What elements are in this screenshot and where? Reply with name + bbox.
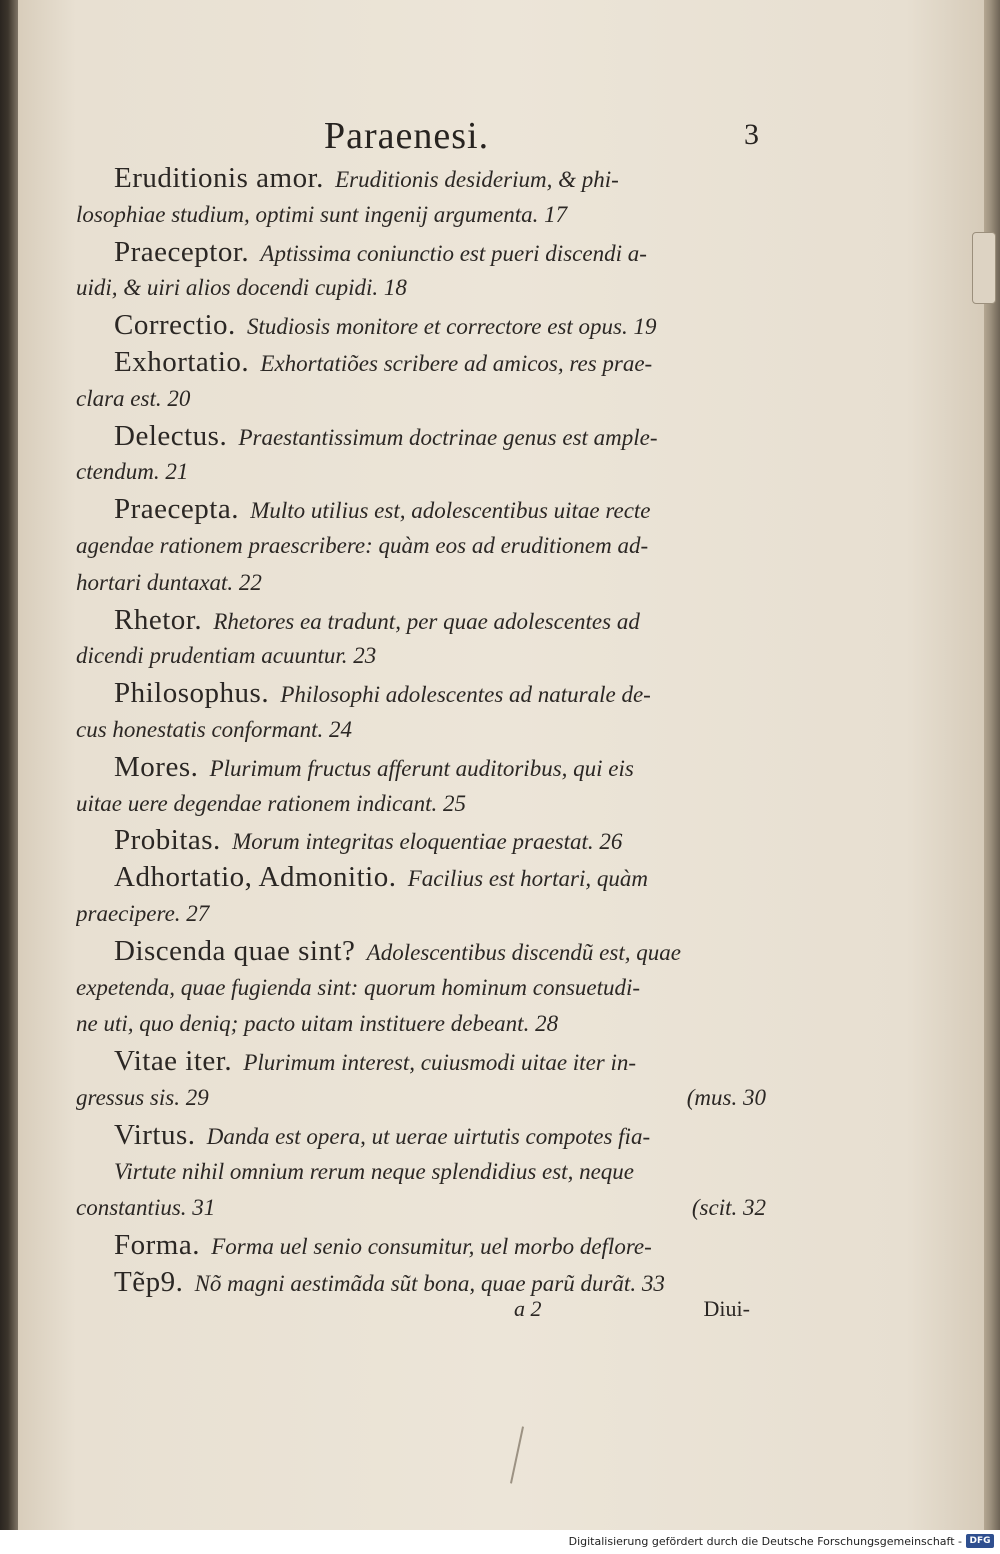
page-number: 3: [744, 118, 759, 151]
lemma-heading: Vitae iter.: [114, 1045, 233, 1078]
page-foot-marks: [510, 1296, 750, 1326]
lemma-heading: Eruditionis amor.: [114, 162, 324, 194]
text-line: [76, 749, 766, 786]
text-line: [76, 786, 766, 823]
lemma-heading: Praeceptor.: [114, 235, 250, 268]
gloss-text: gressus sis. 29: [76, 1084, 209, 1110]
text-line: [76, 1154, 766, 1191]
text-line: [76, 712, 766, 749]
text-line: [76, 1190, 766, 1227]
lemma-heading: Correctio.: [114, 309, 236, 342]
text-line: [76, 565, 766, 602]
page-header: [0, 110, 1000, 160]
text-line: [76, 638, 766, 675]
gloss-text: Studiosis monitore et correctore est opus. 19: [247, 314, 657, 340]
gloss-text: praecipere. 27: [76, 900, 210, 926]
run-over-text: (mus. 30: [686, 1084, 766, 1110]
lemma-heading: Discenda quae sint?: [114, 934, 356, 967]
gloss-text: Danda est opera, ut uerae uirtutis compotes fia-: [206, 1123, 651, 1149]
page-tab-mark: [972, 232, 996, 304]
text-line: [76, 1043, 766, 1080]
gloss-text: Multo utilius est, adolescentibus uitae recte: [250, 498, 651, 524]
gloss-text: Plurimum fructus afferunt auditoribus, qui eis: [209, 755, 634, 781]
gloss-text: agendae rationem praescribere: quàm eos ad eruditionem ad-: [76, 532, 649, 558]
index-text-block: [76, 160, 766, 1301]
gloss-text: Morum integritas eloquentiae praestat. 26: [232, 829, 623, 855]
gloss-text: Exhortatiões scribere ad amicos, res prae-: [260, 350, 653, 376]
text-line: [76, 491, 766, 528]
lemma-heading: Tẽp9.: [114, 1265, 184, 1298]
gloss-text: uitae uere degendae rationem indicant. 25: [76, 790, 467, 816]
text-line: [76, 528, 766, 565]
gloss-text: constantius. 31: [76, 1195, 216, 1221]
gloss-text: Plurimum interest, cuiusmodi uitae iter in-: [243, 1050, 637, 1076]
gloss-text: Rhetores ea tradunt, per quae adolescentes ad: [213, 608, 640, 634]
text-line: [76, 454, 766, 491]
text-line: [76, 1227, 766, 1264]
text-line: [76, 234, 766, 271]
lemma-heading: Rhetor.: [114, 603, 203, 636]
lemma-heading: Adhortatio, Admonitio.: [114, 861, 397, 894]
text-line: [76, 344, 766, 381]
gloss-text: Aptissima coniunctio est pueri discendi a-: [260, 240, 647, 266]
text-line: [76, 1080, 766, 1117]
gloss-text: Eruditionis desiderium, & phi-: [335, 167, 619, 192]
gloss-text: clara est. 20: [76, 385, 191, 411]
gloss-text: Adolescentibus discendũ est, quae: [366, 939, 681, 965]
text-line: [76, 1117, 766, 1154]
text-line: [76, 270, 766, 307]
gloss-text: Facilius est hortari, quàm: [407, 866, 648, 892]
lemma-heading: Philosophus.: [114, 677, 270, 710]
text-line: [76, 381, 766, 418]
dfg-logo: DFG: [966, 1534, 994, 1548]
gloss-text: Forma uel senio consumitur, uel morbo deflore-: [211, 1234, 652, 1260]
lemma-heading: Virtus.: [114, 1118, 196, 1151]
gloss-text: Philosophi adolescentes ad naturale de-: [280, 682, 651, 708]
book-spine-edge: [0, 0, 20, 1530]
gloss-text: cus honestatis conformant. 24: [76, 716, 352, 742]
lemma-heading: Delectus.: [114, 419, 228, 452]
lemma-heading: Exhortatio.: [114, 345, 250, 378]
text-line: [76, 896, 766, 933]
digitization-footer: [0, 1530, 1000, 1554]
signature-mark: a 2: [514, 1296, 542, 1321]
gloss-text: ctendum. 21: [76, 459, 189, 485]
text-line: [76, 822, 766, 859]
text-line: [76, 1006, 766, 1043]
gloss-text: ne uti, quo deniq; pacto uitam instituere debeant. 28: [76, 1011, 559, 1037]
text-line: [76, 933, 766, 970]
running-title: Paraenesi.: [324, 115, 490, 157]
text-line: [76, 418, 766, 455]
funding-note: Digitalisierung gefördert durch die Deutsche Forschungsgemeinschaft -: [568, 1535, 962, 1548]
text-line: [76, 675, 766, 712]
gloss-text: dicendi prudentiam acuuntur. 23: [76, 643, 377, 669]
catchword: Diui-: [703, 1296, 750, 1321]
gloss-text: uidi, & uiri alios docendi cupidi. 18: [76, 275, 407, 301]
text-line: [76, 160, 766, 197]
gloss-text: hortari duntaxat. 22: [76, 569, 262, 595]
lemma-heading: Praecepta.: [114, 493, 239, 526]
run-over-text: (scit. 32: [691, 1195, 766, 1221]
gloss-text: losophiae studium, optimi sunt ingenij argumenta. 17: [76, 201, 568, 227]
gloss-text: Nõ magni aestimãda sũt bona, quae parũ durãt. 33: [194, 1270, 665, 1296]
text-line: [76, 307, 766, 344]
gloss-text: Praestantissimum doctrinae genus est ample-: [238, 424, 658, 450]
text-line: [76, 970, 766, 1007]
gloss-text: expetenda, quae fugienda sint: quorum hominum consuetudi-: [76, 974, 641, 1000]
text-line: [76, 859, 766, 896]
lemma-heading: Forma.: [114, 1229, 200, 1262]
text-line: [76, 602, 766, 639]
lemma-heading: Mores.: [114, 750, 199, 783]
gloss-text: Virtute nihil omnium rerum neque splendidius est, neque: [114, 1158, 634, 1184]
page-fore-edge: [984, 0, 1000, 1530]
text-line: [76, 197, 766, 234]
lemma-heading: Probitas.: [114, 824, 221, 857]
